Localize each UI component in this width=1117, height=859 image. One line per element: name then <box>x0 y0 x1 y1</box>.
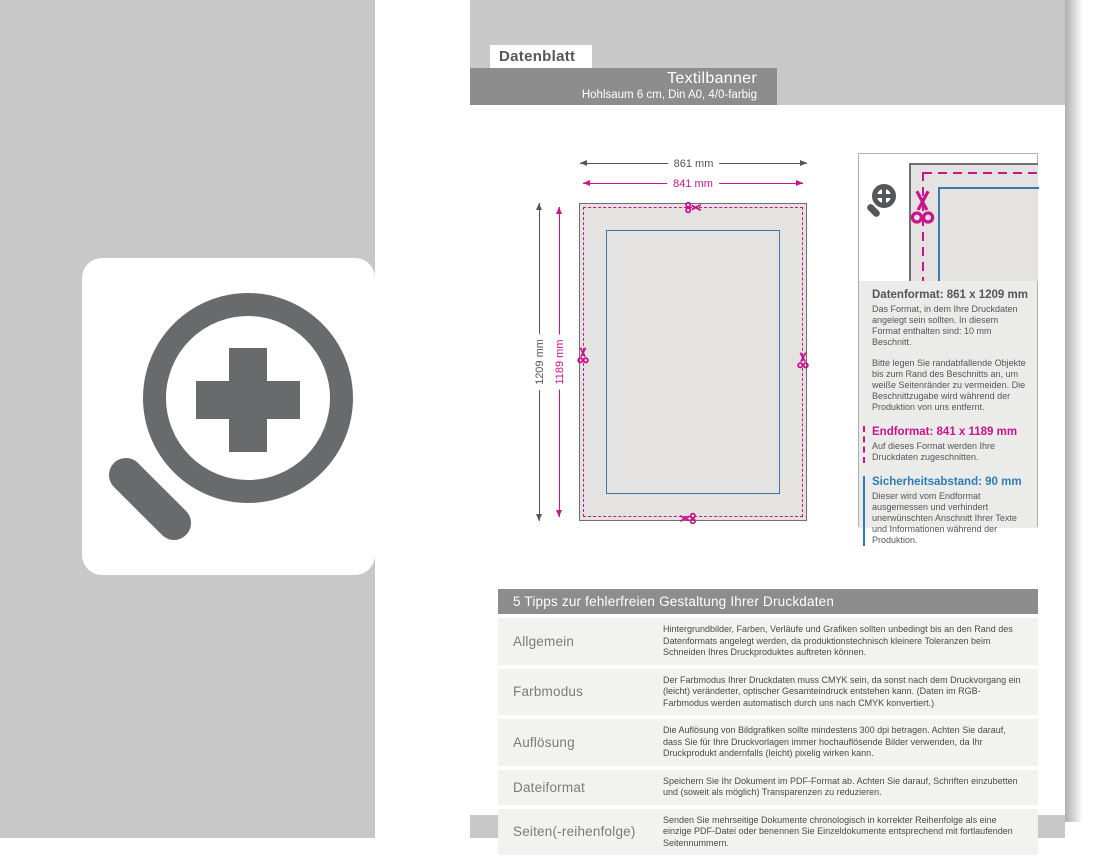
sicherheitsabstand-title: Sicherheitsabstand: 90 mm <box>872 476 1022 488</box>
dimension-label: 1189 mm <box>554 334 566 389</box>
tip-label: Allgemein <box>513 633 575 649</box>
dimension-height-outer <box>533 203 546 521</box>
magnifier-plus <box>882 189 886 203</box>
tip-label: Farbmodus <box>513 684 584 700</box>
tip-label: Auflösung <box>513 734 575 750</box>
dimension-width-inner <box>583 177 803 190</box>
dimension-label: 841 mm <box>667 178 719 190</box>
corner-zoom-illustration <box>859 154 1037 281</box>
dimension-label: 1209 mm <box>534 334 546 390</box>
safety-line <box>938 187 940 281</box>
dimension-width-outer <box>580 157 807 170</box>
datenblatt-tab: Datenblatt <box>490 45 592 68</box>
format-descriptions <box>859 281 1037 545</box>
safety-area-rect <box>606 230 780 494</box>
cut-line-dashed <box>922 172 924 281</box>
tip-label: Dateiformat <box>513 779 585 795</box>
safety-line <box>938 187 1039 189</box>
page-shadow <box>1065 0 1083 822</box>
datenformat-text-2: Bitte legen Sie randabfallende Objekte bis zum Rand des Beschnitts an, um weiße Seitenränder zu vermeiden. Die Beschnittzugabe wird während der Produktion von uns entfernt. <box>872 358 1026 412</box>
dimension-height-inner <box>553 207 566 517</box>
dimension-label: 861 mm <box>668 158 720 170</box>
endformat-section <box>863 426 1028 463</box>
tips-header: 5 Tipps zur fehlerfreien Gestaltung Ihrer Druckdaten <box>498 589 1038 614</box>
tip-text: Der Farbmodus Ihrer Druckdaten muss CMYK sein, da sonst nach dem Druckvorgang ein (leicht) veränderter, optischer Gesamteindruck entstehen kann. (Daten im RGB-Farbmodus werden automatisch durch uns nach CMYK konvertiert.) <box>663 674 1021 708</box>
product-header-band <box>470 68 777 105</box>
scissors-icon <box>910 190 935 225</box>
tip-text: Senden Sie mehrseitige Dokumente chronologisch in korrekter Reihenfolge als eine einzige PDF-Datei oder benennen Sie Einzeldokumente entsprechend mit fortlaufenden Seitennummern. <box>663 814 1013 848</box>
datenformat-section <box>872 289 1028 413</box>
table-row <box>498 809 1038 856</box>
product-title: Textilbanner <box>667 70 757 87</box>
tips-table <box>498 618 1038 859</box>
datenformat-text-1: Das Format, in dem Ihre Druckdaten angelegt sein sollten. In diesem Format enthalten sind: 10 mm Beschnitt. <box>872 304 1018 347</box>
tip-text: Hintergrundbilder, Farben, Verläufe und Grafiken sollten unbedingt bis an den Rand des Datenformats angelegt werden, da produktionstechnisch kleinere Toleranzen beim Schneiden Ihres Druckproduktes auftreten können. <box>663 624 1013 657</box>
sicherheitsabstand-text: Dieser wird vom Endformat ausgemessen und verhindert unerwünschten Anschnitt Ihrer Texte und Informationen während der Produktion. <box>872 491 1017 545</box>
scissors-icon <box>685 202 702 214</box>
cut-line-dashed <box>923 172 1039 174</box>
scissors-icon <box>577 347 589 364</box>
table-row <box>498 719 1038 766</box>
scissors-icon <box>680 513 697 525</box>
tip-label: Seiten(-reihenfolge) <box>513 824 636 840</box>
table-row <box>498 618 1038 665</box>
product-subtitle: Hohlsaum 6 cm, Din A0, 4/0-farbig <box>581 89 757 101</box>
scissors-icon <box>797 352 809 369</box>
tip-text: Die Auflösung von Bildgrafiken sollte mindestens 300 dpi betragen. Achten Sie darauf, dass Sie für Ihre Druckvorlagen immer hochauflösende Bilder verwenden, da Ihr Druckprodukt andernfalls (leicht) pixelig wirken kann. <box>663 725 1006 758</box>
tip-text: Speichern Sie Ihr Dokument im PDF-Format ab. Achten Sie darauf, Schriften einzubetten und (soweit als möglich) Transparenzen zu reduzieren. <box>663 775 1018 797</box>
sicherheitsabstand-section <box>863 476 1028 546</box>
endformat-text: Auf dieses Format werden Ihre Druckdaten zugeschnitten. <box>872 441 996 462</box>
datenformat-title: Datenformat: 861 x 1209 mm <box>872 289 1028 301</box>
endformat-title: Endformat: 841 x 1189 mm <box>872 426 1018 438</box>
table-row <box>498 770 1038 805</box>
format-info-panel <box>858 153 1038 545</box>
table-row <box>498 669 1038 716</box>
magnifier-plus <box>229 348 267 452</box>
